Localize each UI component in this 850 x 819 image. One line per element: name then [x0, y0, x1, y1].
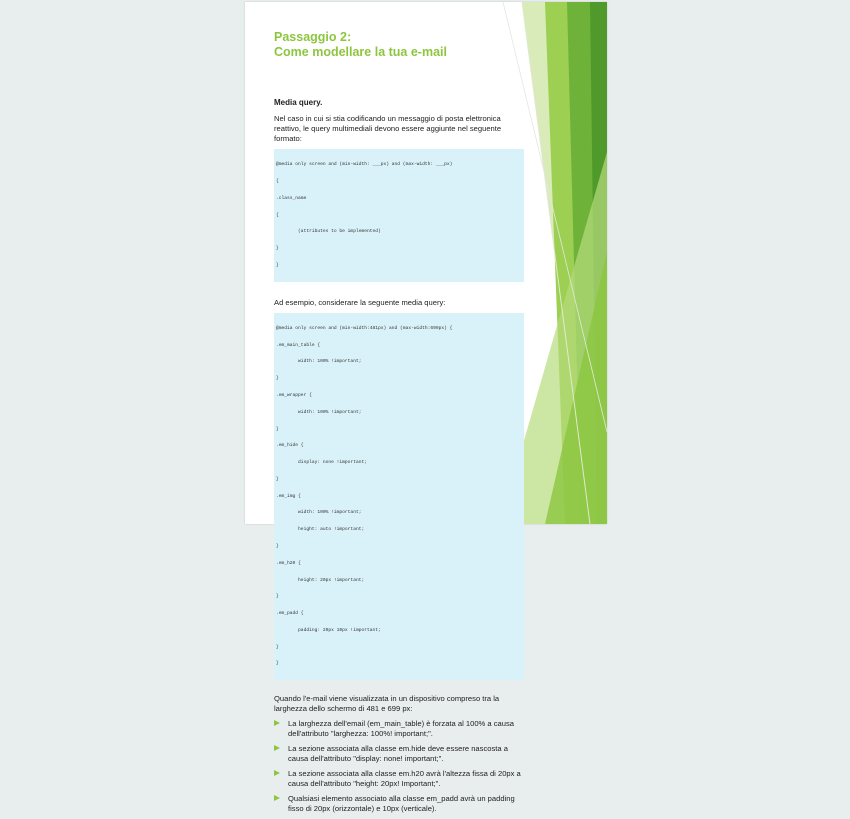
page-title — [274, 30, 447, 60]
bullet-arrow-icon — [274, 795, 280, 801]
code-line: } — [276, 644, 279, 650]
code-line: height: auto !important; — [276, 527, 365, 533]
document-page — [245, 2, 607, 814]
bullet-text: La larghezza dell'email (em_main_table) è forzata al 100% a causa dell'attributo "larghezza: 100%! important;". — [288, 719, 515, 739]
code-line: } — [276, 544, 279, 549]
list-item — [274, 719, 524, 739]
code-line: } — [276, 661, 279, 667]
code-line: } — [276, 476, 279, 482]
code-line: width: 100% !important; — [276, 510, 362, 516]
code-line: (attributes to be implemented) — [276, 229, 381, 235]
code-line: width: 100% !important; — [276, 359, 362, 365]
code-line: } — [276, 594, 279, 600]
code-line: } — [276, 426, 279, 432]
summary-paragraph: Quando l'e-mail viene visualizzata in un dispositivo compreso tra la larghezza dello schermo di 481 e 699 px: — [274, 694, 500, 714]
code-line: width: 100% !important; — [276, 409, 362, 415]
list-item — [274, 794, 524, 814]
code-line: .em_h20 { — [276, 560, 301, 566]
code-line: .em_main_table { — [276, 342, 321, 348]
title-line-1: Passaggio 2: — [274, 30, 352, 44]
code-block-example — [274, 313, 524, 681]
section-heading: Media query. — [274, 98, 323, 107]
code-block-format — [274, 149, 524, 282]
code-line: .em_padd { — [276, 611, 304, 617]
page-content — [274, 98, 524, 819]
code-line: { — [276, 178, 279, 184]
intro-paragraph: Nel caso in cui si stia codificando un messaggio di posta elettronica reattivo, le query multimediali devono essere aggiunte nel seguente formato: — [274, 114, 502, 143]
code-line: @media only screen and (min-width:481px) and (max-width:699px) { — [276, 325, 453, 331]
bullet-text: La sezione associata alla classe em.h20 avrà l'altezza fissa di 20px a causa dell'attributo "height: 20px! Important;". — [288, 769, 521, 789]
bullet-arrow-icon — [274, 770, 280, 776]
list-item — [274, 744, 524, 764]
code-line: .em_wrapper { — [276, 392, 312, 398]
code-line: } — [276, 246, 279, 252]
code-line: padding: 20px 10px !important; — [276, 627, 381, 633]
bullet-arrow-icon — [274, 720, 280, 726]
code-line: .class_name — [276, 195, 307, 201]
code-line: height: 20px !important; — [276, 577, 365, 583]
bullet-text: La sezione associata alla classe em.hide deve essere nascosta a causa dell'attributo "display: none! important;". — [288, 744, 508, 764]
code-line: .em_hide { — [276, 443, 304, 449]
bullet-list — [274, 719, 524, 814]
bullet-text: Qualsiasi elemento associato alla classe em_padd avrà un padding fisso di 20px (orizzontale) e 10px (verticale). — [288, 794, 515, 814]
code-line: display: none !important; — [276, 460, 367, 466]
code-line: { — [276, 212, 279, 218]
example-intro: Ad esempio, considerare la seguente media query: — [274, 297, 446, 307]
code-line: } — [276, 262, 279, 268]
list-item — [274, 769, 524, 789]
code-line: } — [276, 376, 279, 382]
bullet-arrow-icon — [274, 745, 280, 751]
code-line: @media only screen and (min-width: ___px) and (max-width: ___px) — [276, 162, 453, 168]
title-line-2: Come modellare la tua e-mail — [274, 45, 447, 59]
code-line: .em_img { — [276, 493, 301, 499]
